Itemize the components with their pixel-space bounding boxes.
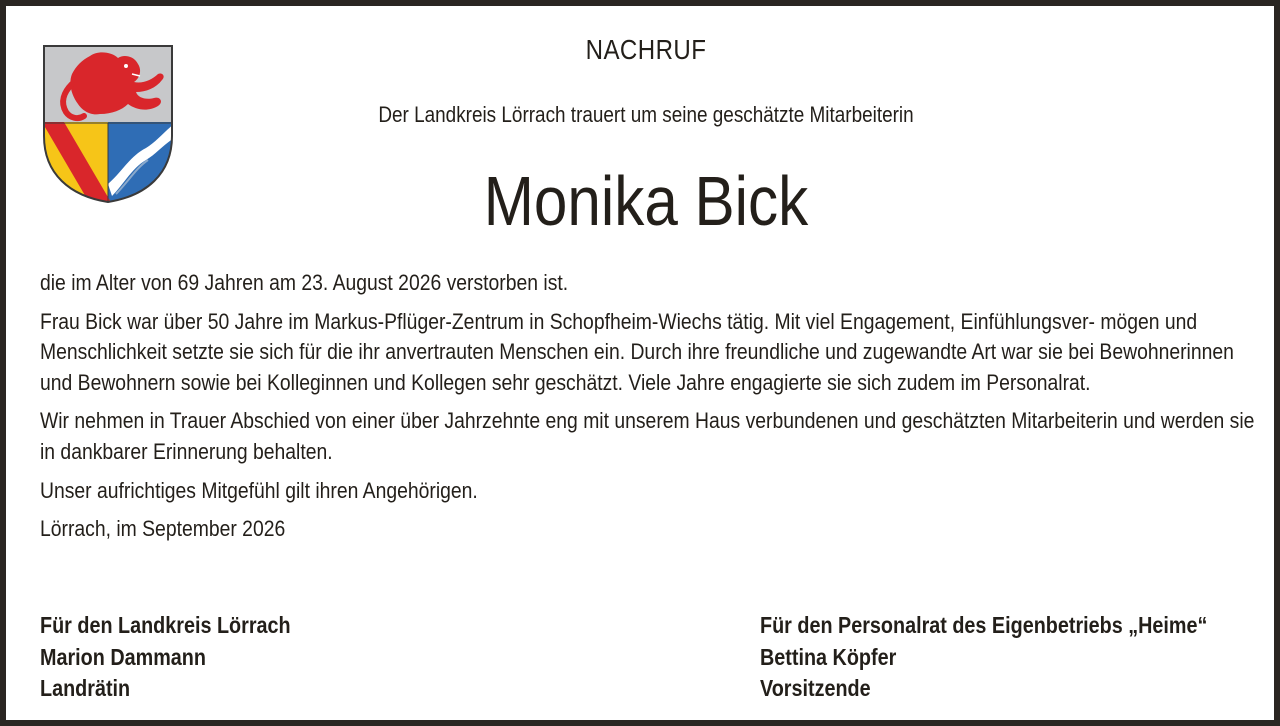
- signature-right-title: Vorsitzende: [760, 675, 871, 701]
- body-paragraph-age: die im Alter von 69 Jahren am 23. August 2026 verstorben ist.: [40, 270, 569, 295]
- body-paragraph-career: Frau Bick war über 50 Jahre im Markus-Pflüger-Zentrum in Schopfheim-Wiechs tätig. Mit viel Engagement, Einfühlungsver- mögen und Menschlichkeit setzte sie sich für die ihr anvertrauten Menschen ein. Durch ihre freundliche und zugewandte Art war sie bei Bewohnerinnen und Bewohnern sowie bei Kolleginnen und Kollegen sehr geschätzt. Viele Jahre engagierte sie sich zudem im Personalrat.: [40, 308, 1234, 395]
- signature-left-organization: Für den Landkreis Lörrach: [40, 612, 291, 638]
- body-paragraph-place-date: Lörrach, im September 2026: [40, 516, 286, 542]
- signature-right-name: Bettina Köpfer: [760, 643, 897, 670]
- notice-body: [40, 268, 1256, 553]
- body-paragraph-farewell: Wir nehmen in Trauer Abschied von einer über Jahrzehnte eng mit unserem Haus verbundenen und geschätzten Mitarbeiterin und werden sie in dankbarer Erinnerung behalten.: [40, 408, 1255, 464]
- deceased-name: Monika Bick: [483, 162, 809, 240]
- signature-left-name: Marion Dammann: [40, 643, 206, 670]
- signature-left-title: Landrätin: [40, 675, 131, 701]
- signature-right: [760, 610, 1207, 705]
- notice-subheading: Der Landkreis Lörrach trauert um seine geschätzte Mitarbeiterin: [378, 102, 914, 127]
- signature-right-organization: Für den Personalrat des Eigenbetriebs „Heime“: [760, 612, 1208, 638]
- signature-left: [40, 610, 291, 705]
- notice-heading: NACHRUF: [585, 34, 707, 65]
- body-paragraph-condolence: Unser aufrichtiges Mitgefühl gilt ihren Angehörigen.: [40, 477, 478, 503]
